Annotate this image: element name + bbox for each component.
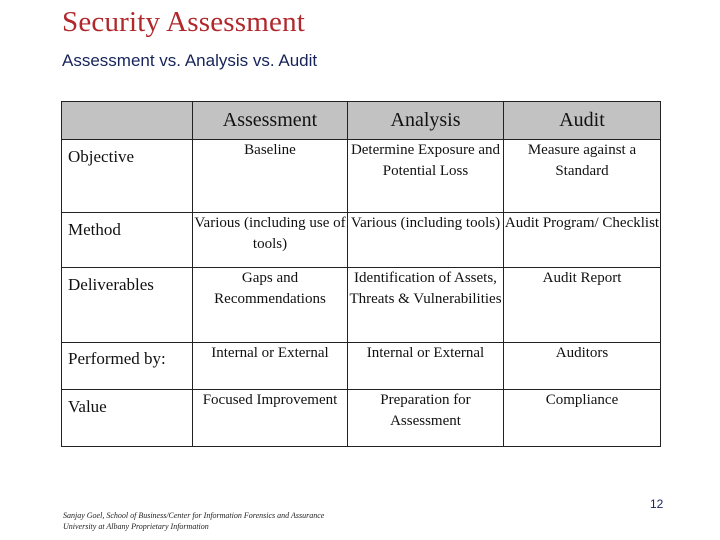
table-cell: Audit Program/ Checklist	[504, 213, 661, 268]
row-label: Value	[62, 390, 193, 447]
table-cell: Focused Improvement	[193, 390, 348, 447]
table-row-performed-by	[62, 343, 661, 390]
table-cell: Measure against a Standard	[504, 140, 661, 213]
table-cell: Various (including use of tools)	[193, 213, 348, 268]
row-label: Method	[62, 213, 193, 268]
table-header-row	[62, 102, 661, 140]
table-cell: Compliance	[504, 390, 661, 447]
table-cell: Determine Exposure and Potential Loss	[348, 140, 504, 213]
row-label: Objective	[62, 140, 193, 213]
footer-line-1: Sanjay Goel, School of Business/Center for Information Forensics and Assurance	[63, 511, 325, 520]
row-label: Deliverables	[62, 268, 193, 343]
footer-line-2: University at Albany Proprietary Information	[63, 522, 209, 531]
slide-title: Security Assessment	[62, 6, 306, 38]
table-cell: Gaps and Recommendations	[193, 268, 348, 343]
table-cell: Preparation for Assessment	[348, 390, 504, 447]
table-row-objective	[62, 140, 661, 213]
table-row-method	[62, 213, 661, 268]
table-row-deliverables	[62, 268, 661, 343]
header-audit: Audit	[504, 102, 661, 140]
table-row-value	[62, 390, 661, 447]
header-analysis: Analysis	[348, 102, 504, 140]
table-cell: Audit Report	[504, 268, 661, 343]
header-assessment: Assessment	[193, 102, 348, 140]
footer-attribution	[63, 510, 324, 532]
table-cell: Baseline	[193, 140, 348, 213]
table-cell: Identification of Assets, Threats & Vulnerabilities	[348, 268, 504, 343]
table-cell: Various (including tools)	[348, 213, 504, 268]
header-corner-cell	[62, 102, 193, 140]
table-cell: Auditors	[504, 343, 661, 390]
slide-subtitle: Assessment vs. Analysis vs. Audit	[62, 51, 318, 70]
table-cell: Internal or External	[193, 343, 348, 390]
page-number: 12	[650, 497, 664, 511]
comparison-table	[61, 101, 661, 447]
row-label: Performed by:	[62, 343, 193, 390]
table-cell: Internal or External	[348, 343, 504, 390]
